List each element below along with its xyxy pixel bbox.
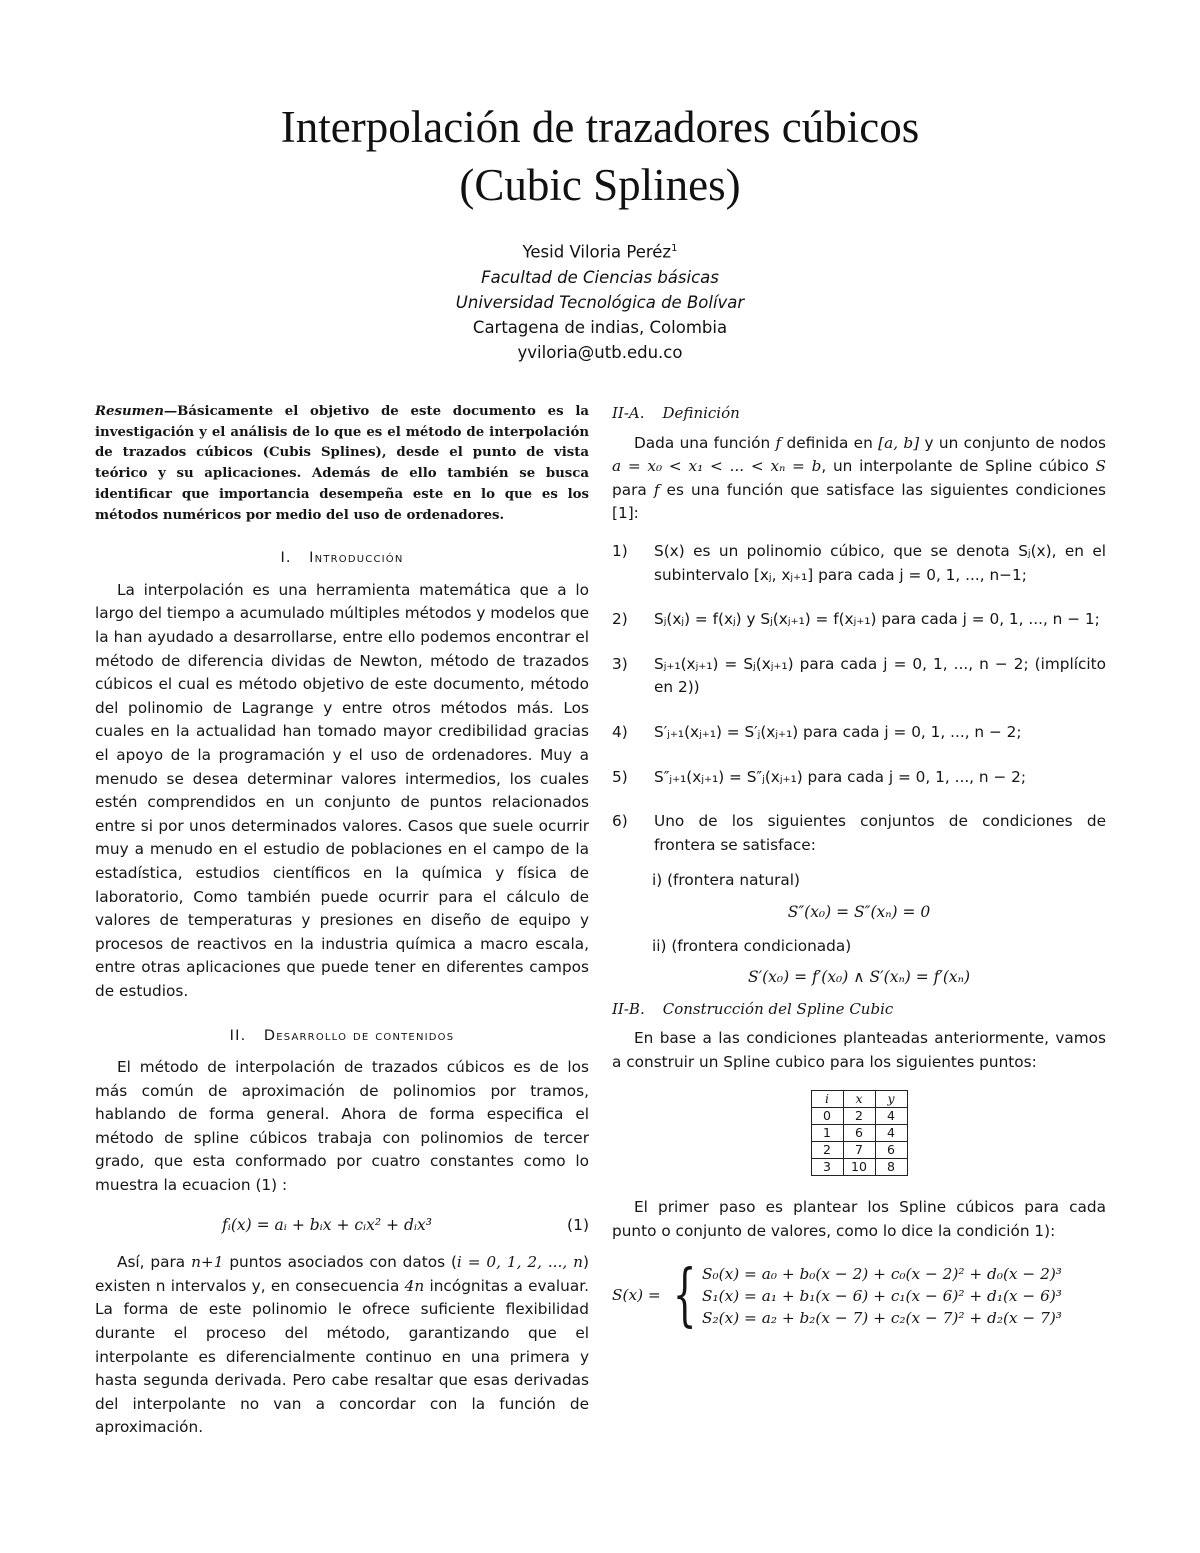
title-line-1: Interpolación de trazadores cúbicos (280, 102, 920, 152)
cases-row: S₀(x) = a₀ + b₀(x − 2) + c₀(x − 2)² + d₀(x − 2)³ (702, 1264, 1062, 1283)
section-number: II. (229, 1027, 247, 1044)
table-row (811, 1108, 907, 1125)
subsection-number: II-B. (612, 999, 645, 1018)
definicion-paragraph (612, 432, 1106, 526)
math-inline: S (1095, 457, 1106, 476)
condition-index: 4) (612, 722, 628, 741)
boundary-clamped-label: ii) (frontera condicionada) (652, 936, 852, 955)
condition-text: S′ⱼ₊₁(xⱼ₊₁) = S′ⱼ(xⱼ₊₁) para cada j = 0, 1, ..., n − 2; (654, 722, 1022, 741)
table-cell: 6 (843, 1125, 875, 1142)
boundary-natural-label: i) (frontera natural) (652, 871, 801, 890)
condition-text: Uno de los siguientes conjuntos de condiciones de frontera se satisface: (654, 812, 1106, 854)
text-run: definida en (781, 433, 879, 452)
condition-item (612, 810, 1106, 857)
table-cell: 4 (875, 1108, 907, 1125)
table-header-cell: i (811, 1091, 843, 1108)
table-cell: 1 (811, 1125, 843, 1142)
author-name-line (0, 236, 1200, 265)
table-header-cell: y (875, 1091, 907, 1108)
condition-index: 1) (612, 541, 628, 560)
table-cell: 3 (811, 1159, 843, 1176)
paper-title (0, 98, 1200, 214)
abstract (95, 402, 589, 526)
subsection-title: Construcción del Spline Cubic (662, 999, 894, 1018)
equation-1-number: (1) (567, 1215, 589, 1234)
conditions-list (612, 540, 1106, 857)
section-heading-desarrollo (95, 1025, 589, 1049)
section-title: Desarrollo de contenidos (263, 1027, 455, 1044)
subsection-heading-construccion (612, 998, 1106, 1022)
boundary-clamped-equation: S′(x₀) = f′(x₀) ∧ S′(xₙ) = f′(xₙ) (747, 968, 970, 987)
points-table (811, 1090, 908, 1176)
left-column (95, 402, 589, 1440)
title-line-2: (Cubic Splines) (459, 160, 741, 210)
math-inline: a = x₀ < x₁ < ... < xₙ = b (612, 457, 822, 476)
subsection-title: Definición (662, 404, 740, 422)
author-email: yviloria@utb.edu.co (517, 342, 683, 362)
text-run: puntos asociados con datos ( (223, 1253, 457, 1272)
intro-paragraph: La interpolación es una herramienta matemática que a lo largo del tiempo a acumulado múltiples métodos y modelos que la han ayudado a desarrollarse, entre ello podemos encontrar el método de diferencia dividas de Newton, método de trazados cúbicos el cual es método objetivo de este documento, método del polinomio de Lagrange y entre otros métodos más. Los cuales en la actualidad han tomado mayor credibilidad gracias el apoyo de la programación y el uso de ordenadores. Muy a menudo se desea determinar valores intermedios, los cuales estén comprendidos en un conjunto de puntos relacionados entre si por unos determinados valores. Casos que suele ocurrir muy a menudo en el estudio de poblaciones en el campo de la estadística, estudios científicos en la química y física de laboratorio, Como también puede ocurrir para el cálculo de valores de temperaturas y presiones en diseño de equipo y procesos de reactivos en la industria química a macro escala, entre otras aplicaciones que puede tener en diferentes campos de estudios. (95, 580, 589, 1000)
equation-1-body: fᵢ(x) = aᵢ + bᵢx + cᵢx² + dᵢx³ (222, 1215, 432, 1234)
condition-text: Sⱼ₊₁(xⱼ₊₁) = Sⱼ(xⱼ₊₁) para cada j = 0, 1, ..., n − 2; (implícito en 2)) (654, 654, 1106, 697)
section-heading-introduccion (95, 547, 589, 571)
table-cell: 2 (811, 1142, 843, 1159)
table-header-cell: x (843, 1091, 875, 1108)
math-inline: n+1 (191, 1253, 224, 1272)
table-cell: 2 (843, 1108, 875, 1125)
table-header-row (811, 1091, 907, 1108)
abstract-label: Resumen (95, 404, 164, 419)
condition-text: Sⱼ(xⱼ) = f(xⱼ) y Sⱼ(xⱼ₊₁) = f(xⱼ₊₁) para cada j = 0, 1, ..., n − 1; (654, 610, 1100, 629)
table-cell: 6 (875, 1142, 907, 1159)
boundary-natural-equation: S″(x₀) = S″(xₙ) = 0 (787, 902, 931, 921)
text-run: ) existen n intervalos y, en consecuencia (95, 1253, 589, 1295)
subsection-number: II-A. (612, 404, 645, 422)
author-university: Universidad Tecnológica de Bolívar (455, 292, 745, 312)
math-inline: f (775, 433, 782, 452)
author-footnote-mark: 1 (671, 243, 678, 254)
condition-index: 3) (612, 654, 628, 673)
table-cell: 0 (811, 1108, 843, 1125)
section-title: Introducción (309, 550, 404, 567)
math-inline: [a, b] (878, 433, 920, 452)
equation-1 (95, 1214, 589, 1238)
table-row (811, 1159, 907, 1176)
right-column (612, 402, 1107, 1335)
text-run: , un interpolante de Spline cúbico (821, 457, 1096, 476)
table-cell: 8 (875, 1159, 907, 1176)
text-run: para (612, 480, 654, 499)
desarrollo-paragraph-2 (95, 1251, 589, 1440)
author-faculty: Facultad de Ciencias básicas (481, 267, 719, 287)
text-run: incógnitas a evaluar. La forma de este polinomio le ofrece suficiente flexibilidad durante el proceso del método, garantizando que el interpolante es diferencialmente continuo en una primera y hasta segunda derivada. Pero cabe resaltar que esas derivadas del interpolante no van a concordar con la función de aproximación. (95, 1276, 590, 1437)
cases-row: S₂(x) = a₂ + b₂(x − 7) + c₂(x − 7)² + d₂(x − 7)³ (702, 1308, 1062, 1327)
table-cell: 10 (843, 1159, 875, 1176)
math-inline: i = 0, 1, 2, ..., n (456, 1253, 584, 1272)
spline-cases-equation (612, 1255, 1106, 1335)
cases-rows (702, 1263, 1062, 1329)
cases-brace: { (672, 1255, 697, 1335)
desarrollo-paragraph-1: El método de interpolación de trazados cúbicos es de los más común de aproximación de polinomios por tramos, hablando de forma general. Ahora de forma especifica el método de spline cúbicos trabaja con polinomios de tercer grado, que esta conformado por cuatro constantes como lo muestra la ecuacion (1) : (95, 1058, 589, 1195)
cases-lhs: S(x) = (612, 1285, 661, 1304)
text-run: y un conjunto de nodos (919, 433, 1106, 452)
condition-item (612, 608, 1106, 632)
condition-index: 5) (612, 767, 628, 786)
table-cell: 4 (875, 1125, 907, 1142)
table-row (811, 1142, 907, 1159)
condition-item (612, 766, 1106, 790)
author-name: Yesid Viloria Peréz (522, 242, 672, 262)
author-location: Cartagena de indias, Colombia (472, 317, 728, 337)
construccion-paragraph-2: El primer paso es plantear los Spline cúbicos para cada punto o conjunto de valores, como lo dice la condición 1): (612, 1198, 1106, 1241)
table-cell: 7 (843, 1142, 875, 1159)
section-number: I. (280, 550, 292, 567)
text-run: es una función que satisface las siguientes condiciones [1]: (612, 480, 1107, 523)
subsection-heading-definicion (612, 402, 1106, 426)
author-block (0, 236, 1200, 365)
condition-item (612, 540, 1106, 587)
condition-index: 2) (612, 610, 628, 629)
cases-row: S₁(x) = a₁ + b₁(x − 6) + c₁(x − 6)² + d₁(x − 6)³ (702, 1286, 1062, 1305)
table-row (811, 1125, 907, 1142)
construccion-paragraph-1: En base a las condiciones planteadas anteriormente, vamos a construir un Spline cubico para los siguientes puntos: (612, 1029, 1106, 1071)
text-run: Así, para (117, 1253, 192, 1272)
abstract-text: —Básicamente el objetivo de este documento es la investigación y el análisis de lo que es el método de interpolación de trazados cúbicos (Cubis Splines), desde el punto de vista teórico y su aplicaciones. Además de ello también se busca identificar que importancia desempeña este en lo que es los métodos numéricos por medio del uso de ordenadores. (95, 404, 589, 523)
condition-text: S(x) es un polinomio cúbico, que se denota Sⱼ(x), en el subintervalo [xⱼ, xⱼ₊₁] para cada j = 0, 1, ..., n−1; (654, 541, 1106, 584)
math-inline: f (653, 480, 660, 499)
text-run: Dada una función (634, 433, 776, 452)
condition-item (612, 721, 1106, 745)
condition-index: 6) (612, 812, 628, 831)
math-inline: 4n (404, 1276, 425, 1295)
condition-text: S″ⱼ₊₁(xⱼ₊₁) = S″ⱼ(xⱼ₊₁) para cada j = 0, 1, ..., n − 2; (654, 767, 1027, 786)
condition-item (612, 653, 1106, 700)
